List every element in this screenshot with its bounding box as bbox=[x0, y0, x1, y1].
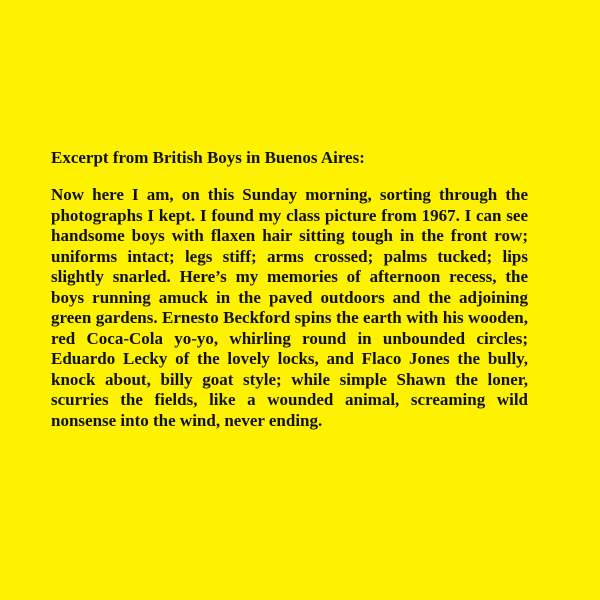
excerpt-body: Now here I am, on this Sunday morning, sorting through the photographs I kept. I found my class picture from 1967. I can see handsome boys with flaxen hair sitting tough in the front row; uniforms intact; legs stiff; arms crossed; palms tucked; lips slightly snarled. Here’s my memories of afternoon recess, the boys running amuck in the paved outdoors and the adjoining green gardens. Ernesto Beckford spins the earth with his wooden, red Coca-Cola yo-yo, whirling round in unbounded circles; Eduardo Lecky of the lovely locks, and Flaco Jones the bully, knock about, billy goat style; while simple Shawn the loner, scurries the fields, like a wounded animal, screaming wild nonsense into the wind, never ending. bbox=[51, 185, 528, 431]
excerpt-heading: Excerpt from British Boys in Buenos Aires: bbox=[51, 148, 365, 167]
excerpt-block bbox=[51, 148, 528, 432]
